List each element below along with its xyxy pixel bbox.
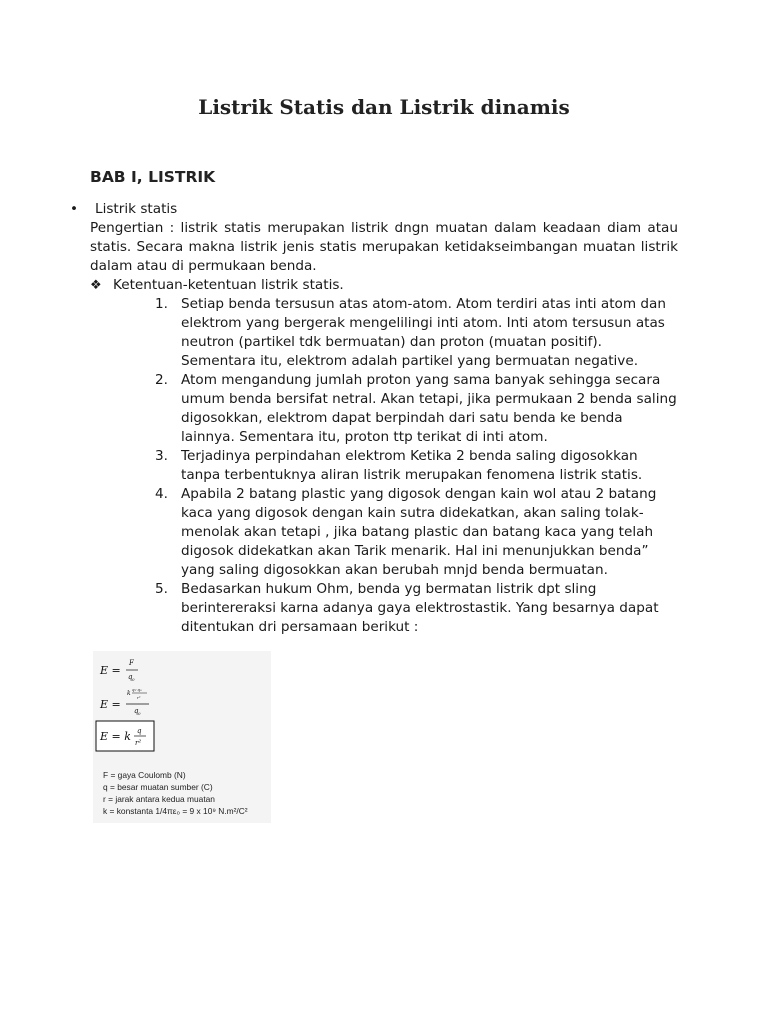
page-title: Listrik Statis dan Listrik dinamis xyxy=(198,95,570,119)
list-item-text: Bedasarkan hukum Ohm, benda yg bermatan listrik dpt sling berintereraksi karna adanya gaya elektrostastik. Yang besarnya dapat ditentukan dri persamaan berikut : xyxy=(181,581,659,635)
list-item-number: 2. xyxy=(155,372,168,388)
eq2-denominator-sub: 0 xyxy=(138,711,141,716)
equation-1 xyxy=(99,659,138,682)
list-item-number: 3. xyxy=(155,448,168,464)
equation-image xyxy=(93,651,271,823)
list-item-text: Atom mengandung jumlah proton yang sama banyak sehingga secara umum benda bersifat netral. Akan tetapi, jika permukaan 2 benda saling digosokkan, elektrom dapat berpindah dari satu benda ke benda lainnya. Sementara itu, proton ttp terikat di inti atom. xyxy=(181,372,677,445)
definition-paragraph: Pengertian : listrik statis merupakan listrik dngn muatan dalam keadaan diam atau statis. Secara makna listrik jenis statis merupakan ketidakseimbangan muatan listrik dalam atau di permukaan benda. xyxy=(90,220,678,274)
eq1-numerator: F xyxy=(129,659,134,667)
list-item-text: Apabila 2 batang plastic yang digosok dengan kain wol atau 2 batang kaca yang digosok dengan kain sutra didekatkan, akan saling tolak-menolak akan tetapi , jika batang plastic dan batang kaca yang telah digosok didekatkan akan Tarik menarik. Hal ini menunjukkan benda” yang saling digosokkan akan berubah mnjd benda bermuatan. xyxy=(181,486,657,578)
list-item xyxy=(155,295,678,371)
equation-figure xyxy=(93,651,271,823)
equation-legend xyxy=(103,770,248,816)
list-item xyxy=(155,580,678,637)
list-item-text: Setiap benda tersusun atas atom-atom. Atom terdiri atas inti atom dan elektrom yang bergerak mengelilingi inti atom. Inti atom tersusun atas neutron (partikel tdk bermuatan) dan proton (muatan positif). Sementara itu, elektrom adalah partikel yang bermuatan negative. xyxy=(181,296,666,369)
legend-line: r = jarak antara kedua muatan xyxy=(103,794,215,804)
eq2-denominator: q xyxy=(134,707,139,715)
chapter-heading: BAB I, LISTRIK xyxy=(90,168,216,186)
numbered-list xyxy=(155,295,678,637)
list-item xyxy=(155,447,678,485)
eq3-denominator: r² xyxy=(135,739,142,747)
list-item-text: Terjadinya perpindahan elektrom Ketika 2 benda saling digosokkan tanpa terbentuknya aliran listrik merupakan fenomena listrik statis. xyxy=(181,448,643,483)
eq3-lhs: E = k xyxy=(100,730,131,743)
legend-line: q = besar muatan sumber (C) xyxy=(103,782,213,792)
subheading-label: Ketentuan-ketentuan listrik statis. xyxy=(113,277,344,293)
legend-line: k = konstanta 1/4πε₀ = 9 x 10⁹ N.m²/C² xyxy=(103,806,248,816)
bullet-icon: • xyxy=(70,201,79,217)
equation-3 xyxy=(96,721,154,751)
eq2-k: k xyxy=(127,690,131,697)
list-item xyxy=(155,485,678,580)
list-item xyxy=(155,371,678,447)
eq1-lhs: E = xyxy=(100,664,121,677)
eq1-denominator-sub: 0 xyxy=(132,677,135,682)
eq2-inner-denominator: r² xyxy=(137,695,141,700)
eq3-numerator: q xyxy=(137,727,142,735)
list-item-number: 5. xyxy=(155,581,168,597)
legend-line: F = gaya Coulomb (N) xyxy=(103,770,186,780)
list-item-number: 1. xyxy=(155,296,168,312)
bullet-label: Listrik statis xyxy=(95,201,178,217)
list-item-number: 4. xyxy=(155,486,168,502)
eq2-lhs: E = xyxy=(100,698,121,711)
diamond-bullet-icon: ❖ xyxy=(90,278,102,293)
eq2-inner-numerator: q₁·q₀ xyxy=(132,687,142,692)
eq1-denominator: q xyxy=(128,673,133,681)
equation-2 xyxy=(99,687,149,716)
